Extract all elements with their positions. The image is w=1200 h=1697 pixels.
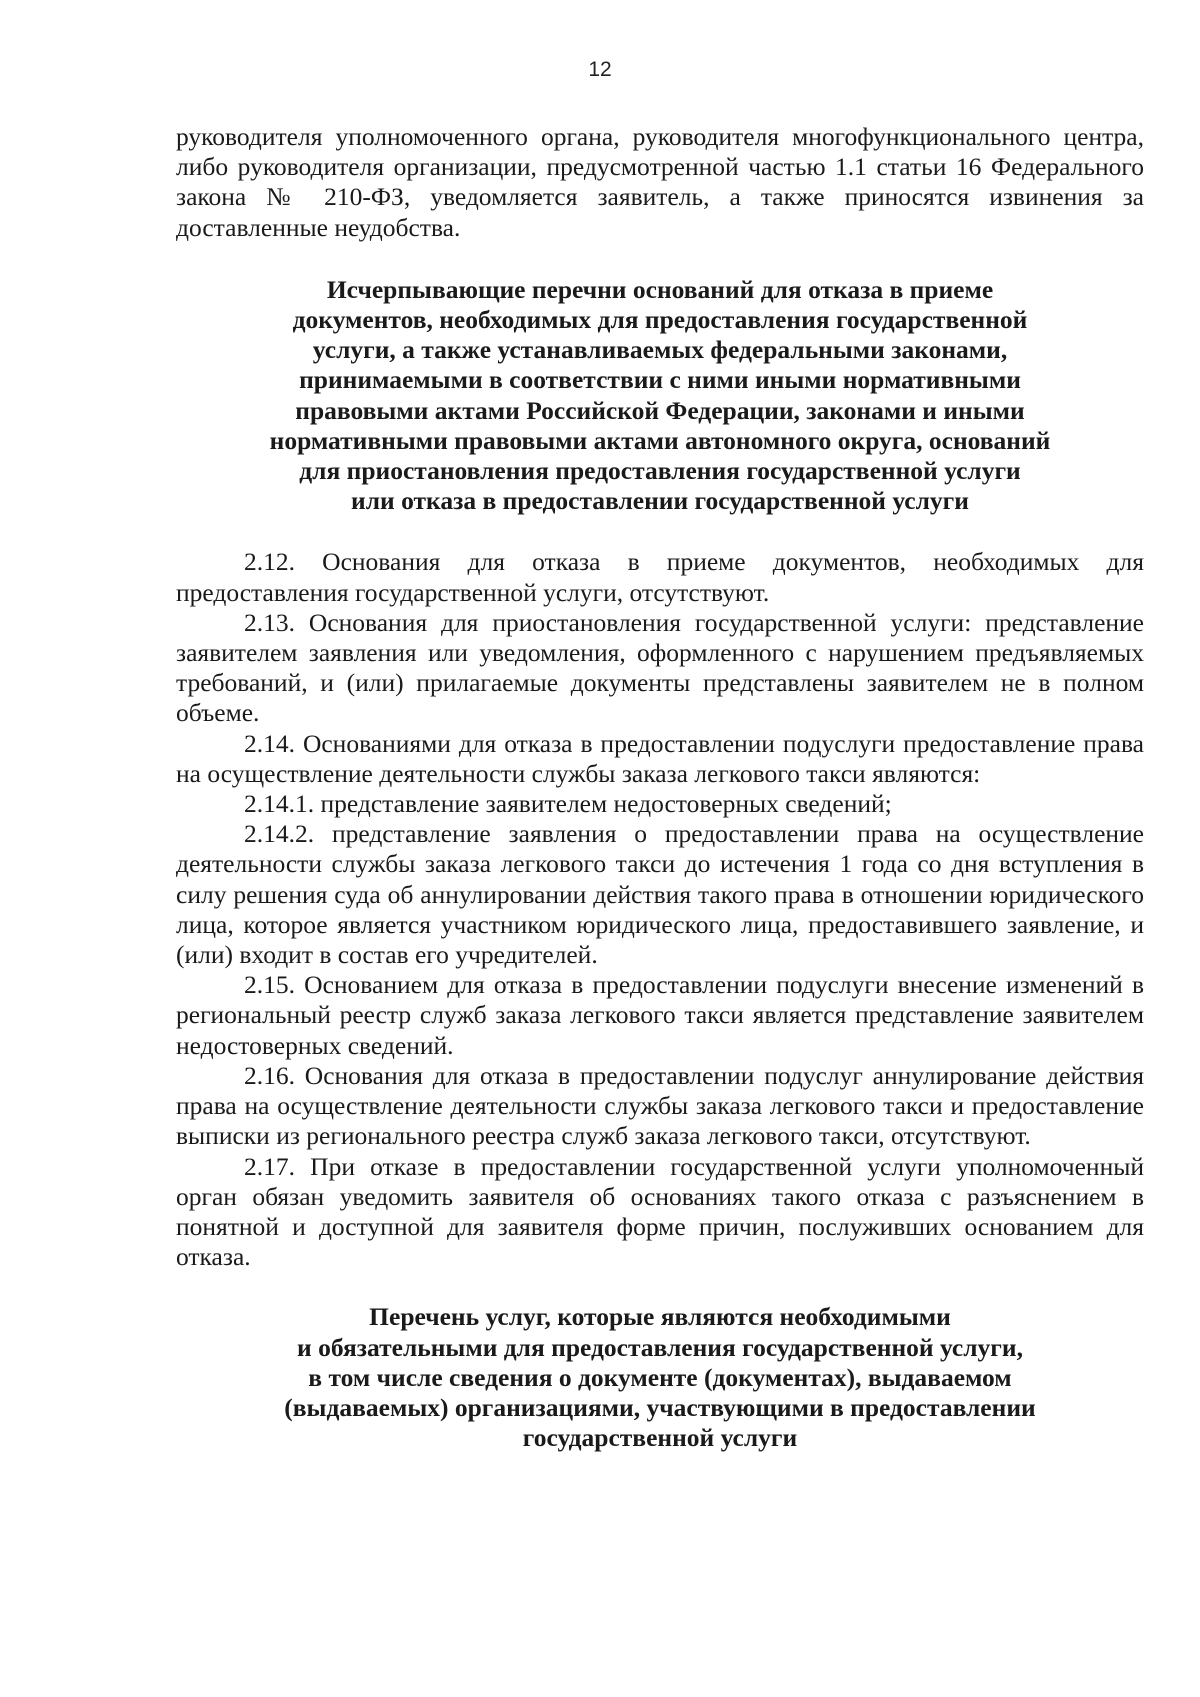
heading-line: государственной услуги [522, 1423, 798, 1453]
heading-line: принимаемыми в соответствии с ними иными нормативными [299, 365, 1021, 395]
heading-line: и обязательными для предоставления государственной услуги, [297, 1332, 1023, 1362]
clause-2-14-1: 2.14.1. представление заявителем недостоверных сведений; [244, 789, 892, 819]
heading-line: услуги, а также устанавливаемых федеральными законами, [312, 335, 1008, 365]
clause-2-15: 2.15. Основанием для отказа в предоставлении подуслуги внесение изменений в региональный реестр служб заказа легкового такси является представление заявителем недостоверных сведений. [176, 970, 1144, 1060]
clause-2-14-2: 2.14.2. представление заявления о предоставлении права на осуществление деятельности службы заказа легкового такси до истечения 1 года со дня вступления в силу решения суда об аннулировании действия такого права в отношении юридического лица, которое является участником юридического лица, предоставившего заявление, и (или) входит в состав его учредителей. [176, 819, 1144, 970]
heading-line: или отказа в предоставлении государственной услуги [351, 486, 969, 516]
heading-line: Перечень услуг, которые являются необходимыми [369, 1302, 951, 1332]
intro-paragraph: руководителя уполномоченного органа, руководителя многофункционального центра, либо руководителя организации, предусмотренной частью 1.1 статьи 16 Федерального закона № 210-ФЗ, уведомляется заявитель, а также приносятся извинения за доставленные неудобства. [176, 122, 1144, 242]
section-heading-required-services [176, 1302, 1144, 1453]
clause-2-12: 2.12. Основания для отказа в приеме документов, необходимых для предоставления государственной услуги, отсутствуют. [176, 547, 1144, 607]
heading-line: документов, необходимых для предоставления государственной [292, 305, 1028, 335]
heading-line: в том числе сведения о документе (документах), выдаваемом [308, 1362, 1012, 1392]
heading-line: Исчерпывающие перечни оснований для отказа в приеме [326, 274, 994, 304]
heading-line: для приостановления предоставления государственной услуги [299, 456, 1021, 486]
clause-2-13: 2.13. Основания для приостановления государственной услуги: представление заявителем заявления или уведомления, оформленного с нарушением предъявляемых требований, и (или) прилагаемые документы представлены заявителем не в полном объеме. [176, 607, 1144, 728]
page-number: 12 [588, 58, 612, 81]
clause-2-14: 2.14. Основаниями для отказа в предоставлении подуслуги предоставление права на осуществление деятельности службы заказа легкового такси являются: [176, 728, 1144, 788]
clauses-list [176, 547, 1144, 1272]
clause-2-17: 2.17. При отказе в предоставлении государственной услуги уполномоченный орган обязан уведомить заявителя об основаниях такого отказа с разъяснением в понятной и доступной для заявителя форме причин, послуживших основанием для отказа. [176, 1151, 1144, 1272]
heading-line: нормативными правовыми актами автономного округа, оснований [269, 425, 1051, 455]
heading-line: правовыми актами Российской Федерации, законами и иными [295, 395, 1025, 425]
document-body [176, 122, 1144, 1453]
section-heading-refusal-grounds [176, 275, 1144, 517]
clause-2-16: 2.16. Основания для отказа в предоставлении подуслуг аннулирование действия права на осуществление деятельности службы заказа легкового такси и предоставление выписки из регионального реестра служб заказа легкового такси, отсутствуют. [176, 1060, 1144, 1151]
heading-line: (выдаваемых) организациями, участвующими в предоставлении [284, 1392, 1036, 1422]
